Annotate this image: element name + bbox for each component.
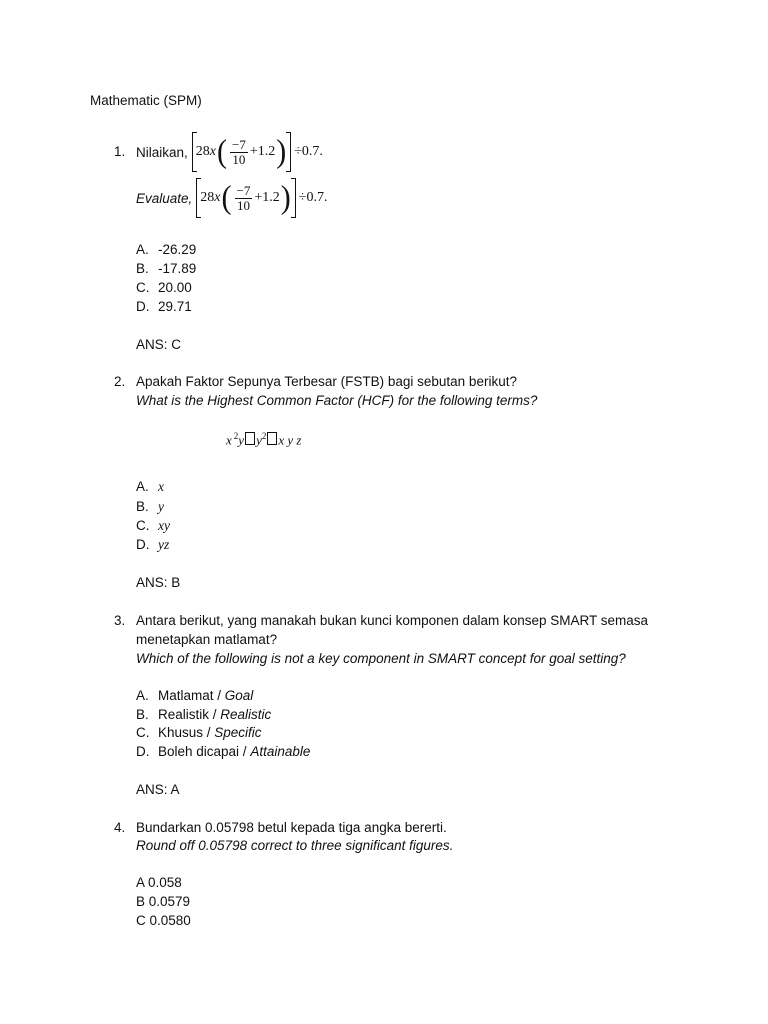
question-4-english: Round off 0.05798 correct to three significant figures. (136, 838, 454, 853)
question-3-number: 3. (114, 613, 126, 628)
option-text: x (158, 479, 164, 494)
question-3-english: Which of the following is not a key component in SMART concept for goal setting? (136, 651, 626, 666)
term-1-exponent: 2 (233, 431, 239, 441)
separator-box-icon (267, 432, 277, 445)
term-2-base: y (256, 432, 262, 448)
option-english: Goal (224, 688, 254, 703)
term-3: x y z (278, 432, 302, 448)
option-text: -17.89 (158, 261, 197, 276)
option-letter: D. (136, 299, 150, 314)
option-english: Attainable (250, 744, 311, 759)
expr-numerator: −7 (236, 182, 251, 198)
question-3-malay-line-1: Antara berikut, yang manakah bukan kunci komponen dalam konsep SMART semasa (136, 613, 649, 628)
question-1-number: 1. (114, 144, 126, 159)
option-malay: Boleh dicapai / (158, 744, 251, 759)
list-item: C 0.0580 (136, 913, 191, 928)
term-1-base: x (226, 432, 232, 448)
option-letter: C. (136, 280, 150, 295)
list-item (136, 261, 197, 276)
list-item: A 0.058 (136, 875, 182, 890)
question-2-number: 2. (114, 374, 126, 389)
list-item (136, 299, 192, 314)
question-1-english (136, 177, 327, 219)
list-item (136, 518, 170, 533)
list-item (136, 744, 311, 759)
expr-denominator: 10 (232, 151, 246, 167)
list-item: B 0.0579 (136, 894, 191, 909)
question-2-malay: Apakah Faktor Sepunya Terbesar (FSTB) bagi sebutan berikut? (136, 374, 517, 389)
question-2-english: What is the Highest Common Factor (HCF) for the following terms? (136, 393, 538, 408)
list-item (136, 479, 164, 494)
option-text: -26.29 (158, 242, 197, 257)
expr-plus-term: +1.2 (249, 144, 276, 159)
list-item (136, 537, 170, 552)
question-1-malay-label: Nilaikan, (136, 144, 188, 160)
expr-divide-term: ÷0.7. (298, 190, 328, 205)
option-english: Realistic (220, 707, 272, 722)
question-4-number: 4. (114, 820, 126, 835)
question-1-english-label: Evaluate, (136, 190, 193, 206)
option-letter: D. (136, 744, 150, 759)
expr-plus-term: +1.2 (254, 190, 280, 205)
option-letter: B. (136, 499, 149, 514)
expr-coefficient: 28 (195, 144, 210, 159)
term-2-exponent: 2 (261, 431, 267, 441)
option-letter: A. (136, 242, 149, 257)
list-item (136, 707, 272, 722)
option-letter: B. (136, 707, 149, 722)
option-text: yz (158, 537, 170, 552)
option-malay: Khusus / (158, 725, 215, 740)
option-letter: C. (136, 518, 150, 533)
question-1-expression-malay: 28 x ( $\frac{-7}{10}$ +1.2 ) ÷0.7. (192, 132, 323, 172)
expr-variable: x (214, 190, 221, 205)
expr-divide-term: ÷0.7. (294, 144, 323, 159)
option-letter: D. (136, 537, 150, 552)
question-2-terms (226, 431, 301, 448)
option-text: xy (158, 518, 170, 533)
option-text: 20.00 (158, 280, 192, 295)
list-item (136, 688, 254, 703)
option-english: Specific (214, 725, 262, 740)
question-2-answer: ANS: B (136, 575, 181, 590)
term-1-factor: y (238, 432, 245, 448)
question-4-malay: Bundarkan 0.05798 betul kepada tiga angka bererti. (136, 820, 447, 835)
document-title: Mathematic (SPM) (90, 93, 202, 108)
option-text: 29.71 (158, 299, 192, 314)
option-letter: A. (136, 479, 149, 494)
option-text: y (158, 499, 164, 514)
list-item (136, 725, 262, 740)
expr-denominator: 10 (236, 197, 250, 213)
expr-variable: x (209, 144, 216, 159)
question-3-answer: ANS: A (136, 782, 180, 797)
list-item (136, 242, 197, 257)
option-letter: A. (136, 688, 149, 703)
question-1-answer: ANS: C (136, 337, 182, 352)
separator-box-icon (245, 432, 255, 445)
expr-numerator: −7 (232, 136, 246, 152)
list-item (136, 280, 192, 295)
option-malay: Matlamat / (158, 688, 225, 703)
option-malay: Realistik / (158, 707, 221, 722)
expr-coefficient: 28 (200, 190, 215, 205)
option-letter: C. (136, 725, 150, 740)
question-1-expression-english: 28 x ( $\frac{-7}{10}$ +1.2 ) ÷0.7. (196, 178, 327, 218)
list-item (136, 499, 164, 514)
question-1-malay (136, 131, 323, 173)
question-3-malay-line-2: menetapkan matlamat? (136, 632, 278, 647)
option-letter: B. (136, 261, 149, 276)
